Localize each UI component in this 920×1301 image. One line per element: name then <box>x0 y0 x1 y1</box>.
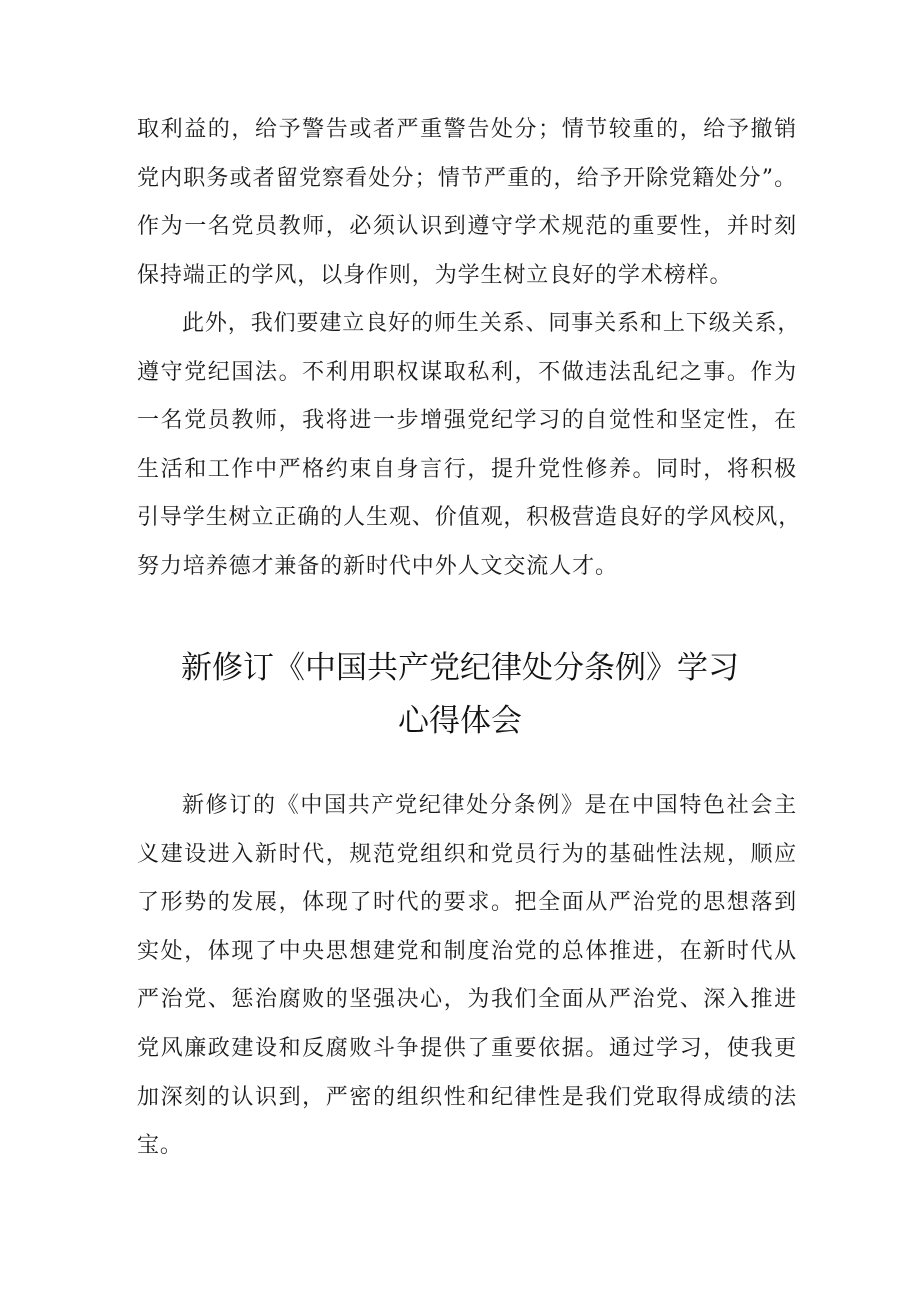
paragraph-line: 宝。 <box>137 1133 183 1159</box>
paragraph-line: 党风廉政建设和反腐败斗争提供了重要依据。通过学习，使我更 <box>137 1035 797 1061</box>
paragraph-line: 引导学生树立正确的人生观、价值观，积极营造良好的学风校风， <box>137 505 802 531</box>
paragraph-line: 生活和工作中严格约束自身言行，提升党性修养。同时，将积极 <box>137 456 797 482</box>
paragraph-continued <box>137 106 797 300</box>
paragraph <box>137 300 802 592</box>
paragraph <box>137 782 797 1171</box>
paragraph-line: 实处，体现了中央思想建党和制度治党的总体推进，在新时代从 <box>137 938 797 964</box>
paragraph-line: 加深刻的认识到，严密的组织性和纪律性是我们党取得成绩的法 <box>137 1084 797 1110</box>
document-title-line-2: 心得体会 <box>398 703 522 739</box>
paragraph-line: 此外，我们要建立良好的师生关系、同事关系和上下级关系， <box>182 311 801 336</box>
paragraph-line: 了形势的发展，体现了时代的要求。把全面从严治党的思想落到 <box>137 890 797 916</box>
document-title-line-1: 新修订《中国共产党纪律处分条例》学习 <box>181 650 739 686</box>
paragraph-line: 一名党员教师，我将进一步增强党纪学习的自觉性和坚定性，在 <box>137 408 797 434</box>
paragraph-line: 保持端正的学风，以身作则，为学生树立良好的学术榜样。 <box>137 262 733 288</box>
paragraph-line: 努力培养德才兼备的新时代中外人文交流人才。 <box>137 553 618 579</box>
paragraph-line: 义建设进入新时代，规范党组织和党员行为的基础性法规，顺应 <box>137 841 797 867</box>
paragraph-line: 遵守党纪国法。不利用职权谋取私利，不做违法乱纪之事。作为 <box>137 359 797 385</box>
paragraph-line: 新修订的《中国共产党纪律处分条例》是在中国特色社会主 <box>182 793 797 818</box>
paragraph-line: 党内职务或者留党察看处分；情节严重的，给予开除党籍处分”。 <box>137 165 797 191</box>
paragraph-line: 取利益的，给予警告或者严重警告处分；情节较重的，给予撤销 <box>137 117 797 142</box>
paragraph-line: 作为一名党员教师，必须认识到遵守学术规范的重要性，并时刻 <box>137 214 797 240</box>
paragraph-line: 严治党、惩治腐败的坚强决心，为我们全面从严治党、深入推进 <box>137 987 797 1013</box>
